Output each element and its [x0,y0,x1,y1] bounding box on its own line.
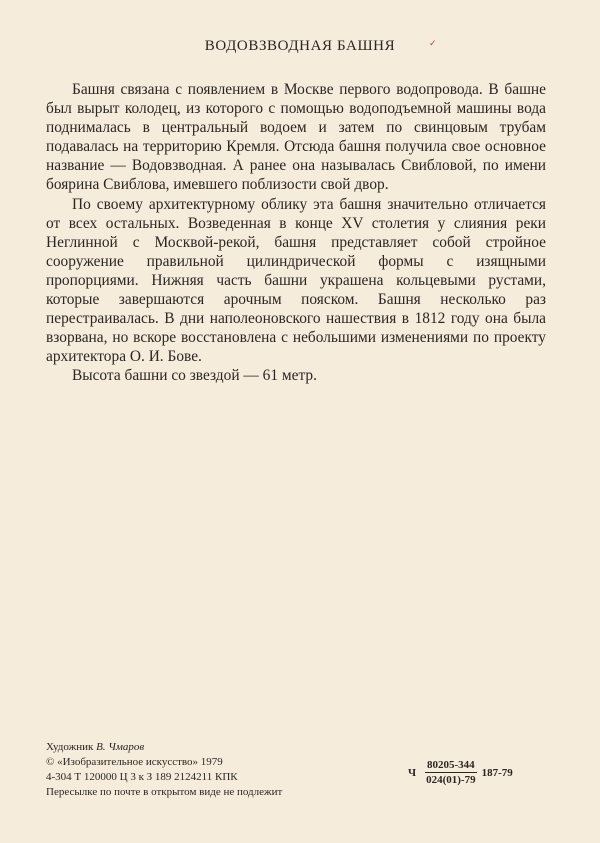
index-prefix: Ч [408,766,417,779]
publisher-name: «Изобразительное искусство» [57,756,199,768]
paragraph: Башня связана с появлением в Москве первого водопровода. В башне был вырыт колодец, из которого с помощью водоподъемной машины вода поднималась в центральный водоем и затем по свинцовым трубам подавалась на территорию Кремля. Отсюда башня получила свое основное название — Водовзводная. А ранее она называлась Свибловой, по имени боярина Свиблова, имевшего поблизости свой двор. [46,81,546,194]
copyright-symbol: © [46,756,55,768]
price-index [408,759,513,786]
artist-label: Художник [46,741,94,753]
catalog-line: 4-304 Т 120000 Ц 3 к З 189 2124211 КПК [46,771,238,783]
index-suffix: 187-79 [481,766,513,779]
paragraph: По своему архитектурному облику эта башня значительно отличается от всех остальных. Возведенная в конце XV столетия у слияния реки Неглинной с Москвой-рекой, башня представляет собой стройное сооружение правильной цилиндрической формы с изящными пропорциями. Нижняя часть башни украшена кольцевыми рустами, которые завершаются арочным пояском. Башня несколько раз перестраивалась. В дни наполеоновского нашествия в 1812 году она была взорвана, но вскоре восстановлена с небольшими изменениями по проекту архитектора О. И. Бове. [46,195,546,366]
artist-line [46,740,556,755]
postal-note: Пересылке по почте в открытом виде не подлежит [46,786,283,798]
artist-name: В. Чмаров [96,741,145,753]
index-fraction [424,759,478,786]
paragraph: Высота башни со звездой — 61 метр. [72,367,317,385]
page-title: ВОДОВЗВОДНАЯ БАШНЯ [204,38,396,54]
index-numerator: 80205-344 [426,759,475,771]
publication-year: 1979 [200,756,223,768]
index-denominator: 024(01)-79 [426,774,476,786]
body-text [46,80,546,386]
print-mark-icon: ✓ [429,38,437,48]
